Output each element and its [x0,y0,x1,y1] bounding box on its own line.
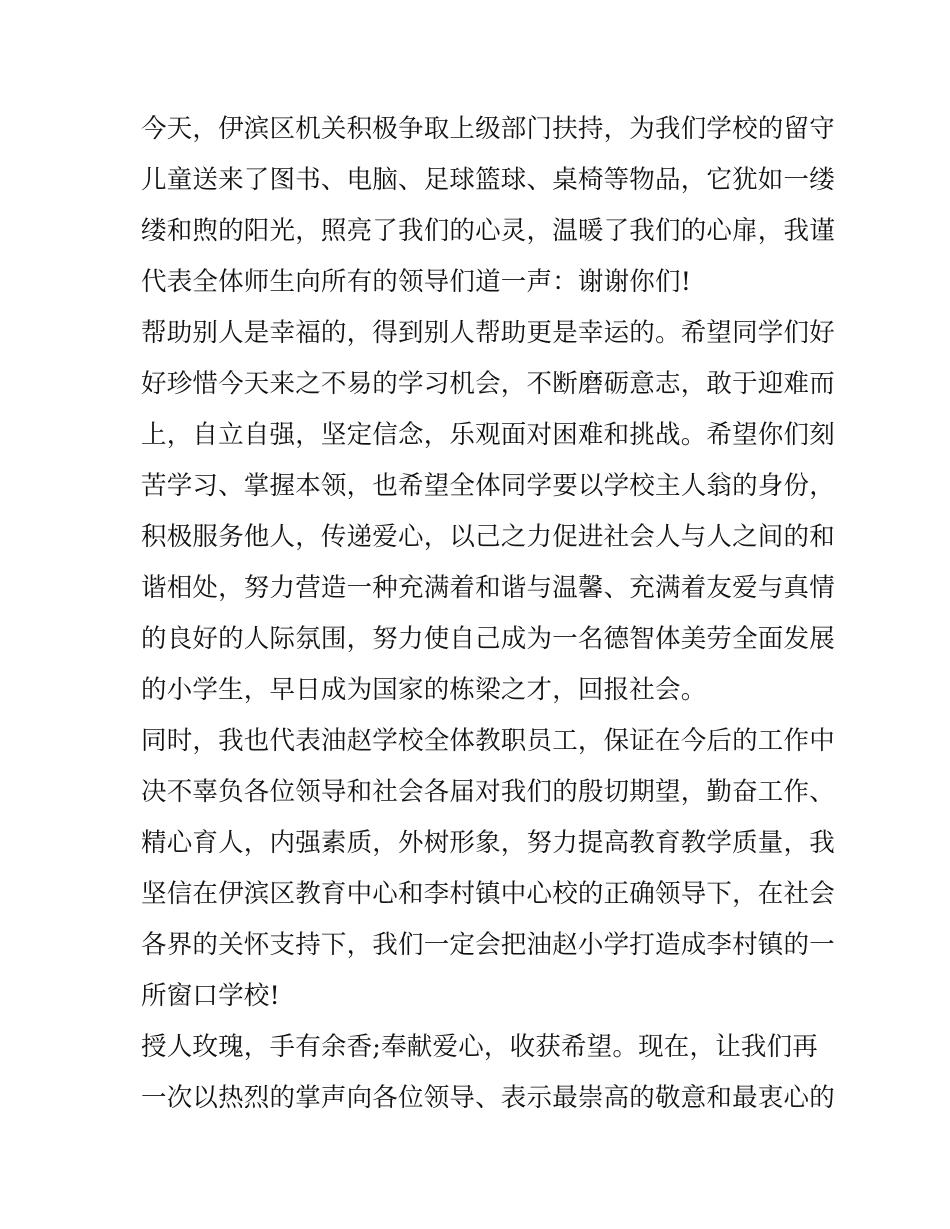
text-line: 上，自立自强，坚定信念，乐观面对困难和挑战。希望你们刻 [141,420,835,450]
body-text [141,104,835,1124]
text-line: 一次以热烈的掌声向各位领导、表示最崇高的敬意和最衷心的 [141,1083,835,1113]
text-line: 好珍惜今天来之不易的学习机会，不断磨砺意志，敢于迎难而 [141,369,835,399]
text-line: 代表全体师生向所有的领导们道一声：谢谢你们! [141,267,692,297]
text-line: 各界的关怀支持下，我们一定会把油赵小学打造成李村镇的一 [141,930,835,960]
text-line: 所窗口学校! [141,981,280,1011]
text-line: 坚信在伊滨区教育中心和李村镇中心校的正确领导下，在社会 [141,879,835,909]
text-line: 儿童送来了图书、电脑、足球篮球、桌椅等物品，它犹如一缕 [141,165,835,195]
text-line: 谐相处，努力营造一种充满着和谐与温馨、充满着友爱与真情 [141,573,835,603]
text-line: 决不辜负各位领导和社会各届对我们的殷切期望，勤奋工作、 [141,777,835,807]
text-line: 积极服务他人，传递爱心，以己之力促进社会人与人之间的和 [141,522,835,552]
text-line: 帮助别人是幸福的，得到别人帮助更是幸运的。希望同学们好 [141,318,835,348]
text-line: 同时，我也代表油赵学校全体教职员工，保证在今后的工作中 [141,726,835,756]
text-line: 的小学生，早日成为国家的栋梁之才，回报社会。 [141,675,707,705]
text-line: 精心育人，内强素质，外树形象，努力提高教育教学质量，我 [141,828,835,858]
text-line: 今天，伊滨区机关积极争取上级部门扶持，为我们学校的留守 [141,114,835,144]
text-line: 苦学习、掌握本领，也希望全体同学要以学校主人翁的身份， [141,471,835,501]
text-line: 缕和煦的阳光，照亮了我们的心灵，温暖了我们的心扉，我谨 [141,216,835,246]
text-line: 授人玫瑰，手有余香;奉献爱心，收获希望。现在，让我们再 [141,1032,818,1062]
text-line: 的良好的人际氛围，努力使自己成为一名德智体美劳全面发展 [141,624,835,654]
